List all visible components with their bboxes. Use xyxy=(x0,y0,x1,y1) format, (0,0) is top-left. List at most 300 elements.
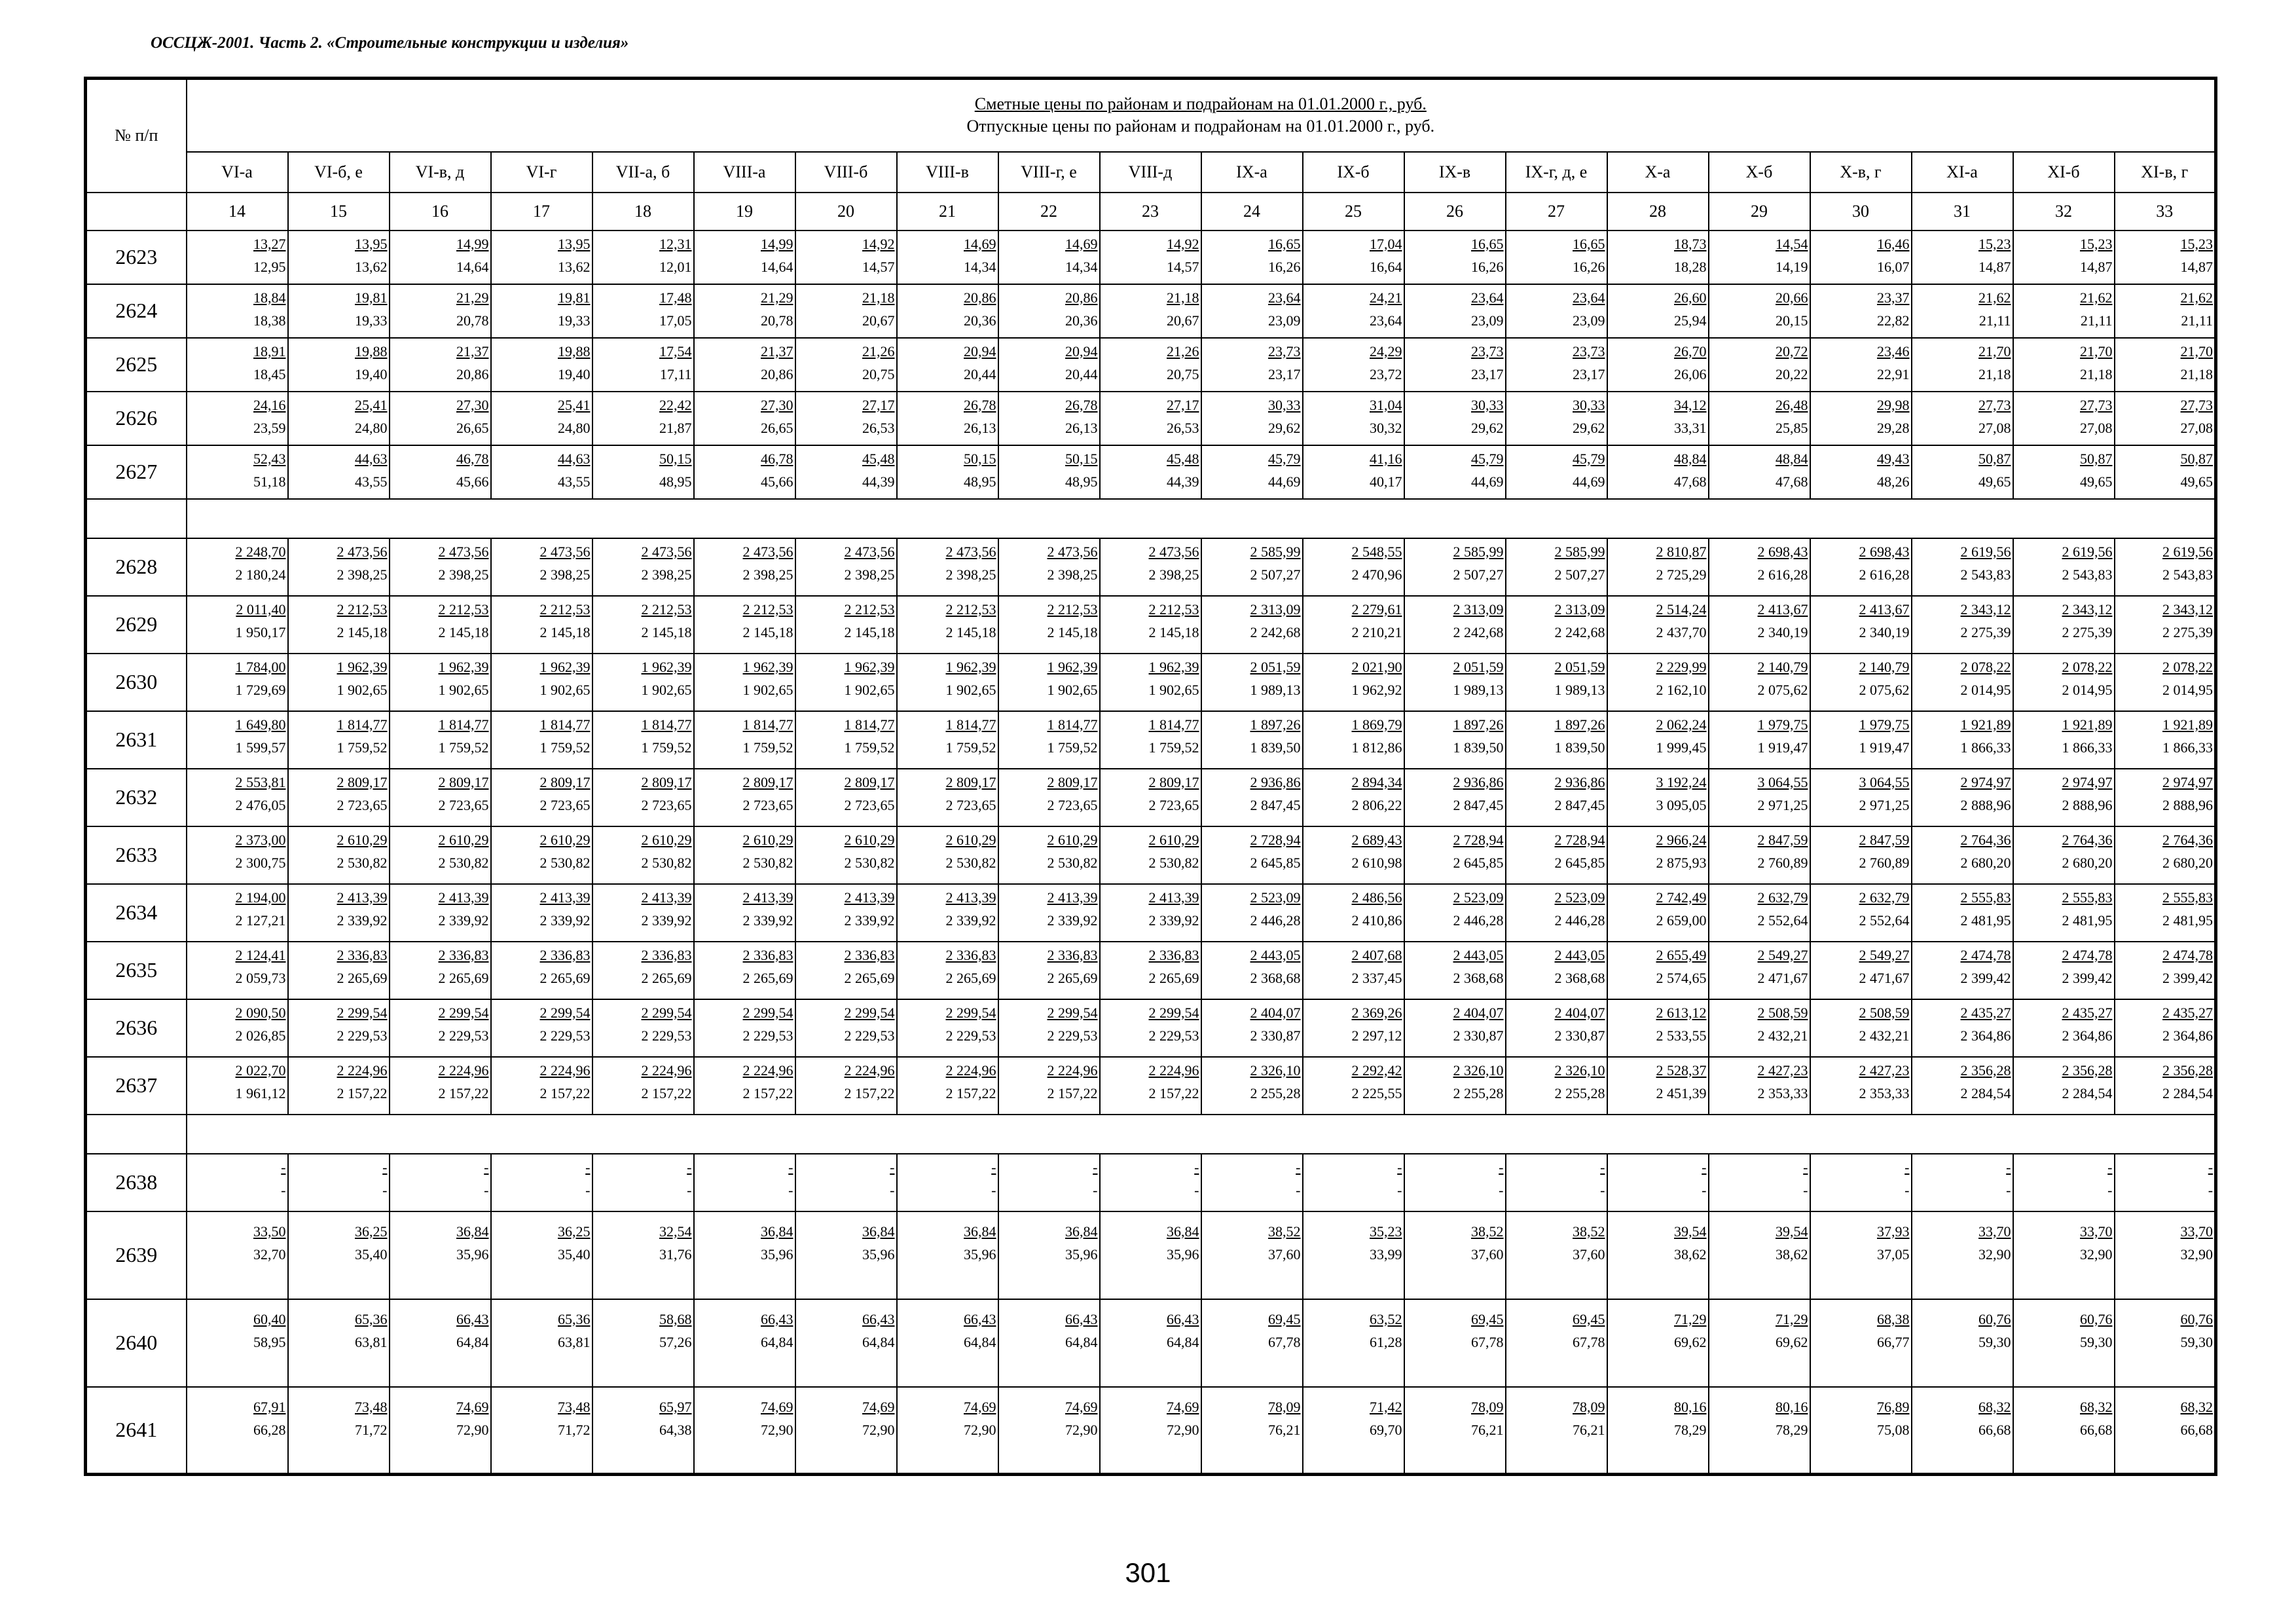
price-cell xyxy=(1303,538,1404,596)
estimated-price: 1 784,00 xyxy=(235,658,286,675)
estimated-price: 27,30 xyxy=(456,396,489,413)
zone-header: VIII-а xyxy=(694,152,795,193)
price-cell xyxy=(491,884,592,942)
estimated-price: 69,45 xyxy=(1471,1310,1504,1327)
estimated-price: 21,70 xyxy=(2080,342,2113,360)
release-price: 2 157,22 xyxy=(438,1084,489,1101)
release-price: 2 847,45 xyxy=(1453,796,1504,813)
estimated-price: 46,78 xyxy=(761,450,793,467)
estimated-price: 26,60 xyxy=(1674,289,1707,306)
estimated-price: 2 610,29 xyxy=(1148,831,1199,848)
price-cell xyxy=(491,711,592,769)
release-price: 35,96 xyxy=(761,1246,793,1263)
estimated-price: 23,73 xyxy=(1268,342,1301,360)
zone-header: X-б xyxy=(1709,152,1810,193)
price-cell xyxy=(1912,654,2013,711)
release-price: 2 255,28 xyxy=(1453,1084,1504,1101)
estimated-price: 2 078,22 xyxy=(2062,658,2113,675)
price-cell xyxy=(1303,596,1404,654)
estimated-price: 2 473,56 xyxy=(1148,543,1199,560)
estimated-price: 68,32 xyxy=(2080,1398,2113,1415)
price-cell xyxy=(187,445,288,499)
release-price: 19,33 xyxy=(355,312,388,329)
price-cell xyxy=(2013,942,2115,999)
release-price: 2 364,86 xyxy=(2062,1027,2113,1044)
price-cell xyxy=(2013,769,2115,826)
estimated-price: 33,70 xyxy=(1978,1223,2011,1240)
price-cell xyxy=(2115,1387,2216,1475)
price-cell xyxy=(491,1154,592,1211)
estimated-price: 2 413,67 xyxy=(1859,600,1910,618)
price-cell xyxy=(1100,1299,1201,1387)
release-price: 23,09 xyxy=(1471,312,1504,329)
estimated-price: 78,09 xyxy=(1573,1398,1605,1415)
estimated-price: 1 814,77 xyxy=(844,716,895,733)
release-price: 1 962,92 xyxy=(1351,681,1402,698)
release-price: 64,84 xyxy=(862,1333,895,1350)
release-price: 1 759,52 xyxy=(1047,739,1098,756)
estimated-price: 12,31 xyxy=(659,235,692,252)
release-price: 18,45 xyxy=(253,365,286,382)
price-cell xyxy=(1303,769,1404,826)
release-price: 2 014,95 xyxy=(2062,681,2113,698)
release-price: 2 451,39 xyxy=(1656,1084,1707,1101)
release-price: 26,65 xyxy=(456,419,489,436)
release-price: 1 866,33 xyxy=(2162,739,2214,756)
price-cell xyxy=(1201,338,1303,392)
price-cell xyxy=(2115,538,2216,596)
zone-header: IX-а xyxy=(1201,152,1303,193)
release-price: 2 265,69 xyxy=(539,969,591,986)
release-price: 2 145,18 xyxy=(641,623,692,640)
estimated-price: 2 413,39 xyxy=(539,889,591,906)
release-price: 1 759,52 xyxy=(1148,739,1199,756)
price-cell xyxy=(2013,711,2115,769)
estimated-price: 35,23 xyxy=(1370,1223,1402,1240)
release-price: 2 353,33 xyxy=(1757,1084,1808,1101)
estimated-price: 21,62 xyxy=(1978,289,2011,306)
price-table xyxy=(84,77,2217,1476)
price-cell xyxy=(897,284,998,338)
gap-cell xyxy=(86,499,187,538)
estimated-price: 2 336,83 xyxy=(641,946,692,963)
release-price: 72,90 xyxy=(1065,1421,1098,1438)
estimated-price: 1 649,80 xyxy=(235,716,286,733)
estimated-price: 2 224,96 xyxy=(438,1061,489,1079)
estimated-price: 2 698,43 xyxy=(1757,543,1808,560)
price-cell xyxy=(1810,769,1912,826)
price-cell xyxy=(1709,1299,1810,1387)
table-title xyxy=(187,79,2216,152)
release-price: 2 339,92 xyxy=(844,912,895,929)
price-cell xyxy=(1506,338,1607,392)
release-price: 1 759,52 xyxy=(742,739,793,756)
release-price: 2 157,22 xyxy=(1148,1084,1199,1101)
estimated-price: 2 279,61 xyxy=(1351,600,1402,618)
price-cell xyxy=(1810,1299,1912,1387)
price-cell xyxy=(1404,392,1506,445)
release-price: 2 680,20 xyxy=(2062,854,2113,871)
release-price: 2 145,18 xyxy=(1047,623,1098,640)
estimated-price: 21,18 xyxy=(1167,289,1199,306)
zone-header: VII-а, б xyxy=(592,152,694,193)
release-price: 64,84 xyxy=(1065,1333,1098,1350)
price-cell xyxy=(1810,596,1912,654)
column-number: 23 xyxy=(1100,193,1201,231)
release-price: 66,68 xyxy=(2080,1421,2113,1438)
price-cell xyxy=(694,942,795,999)
release-price: 2 507,27 xyxy=(1453,566,1504,583)
estimated-price: 2 809,17 xyxy=(844,773,895,790)
release-price: - xyxy=(1803,1181,1808,1198)
price-cell xyxy=(1404,769,1506,826)
price-cell xyxy=(2115,392,2216,445)
price-cell xyxy=(491,392,592,445)
price-cell xyxy=(1404,942,1506,999)
price-cell xyxy=(2013,1211,2115,1299)
release-price: 2 364,86 xyxy=(2162,1027,2214,1044)
estimated-price: 66,43 xyxy=(1065,1310,1098,1327)
estimated-price: - xyxy=(1093,1158,1098,1175)
release-price: 26,13 xyxy=(1065,419,1098,436)
table-body xyxy=(86,231,2216,1475)
release-price: 27,08 xyxy=(2180,419,2214,436)
price-cell xyxy=(2115,711,2216,769)
estimated-price: 1 814,77 xyxy=(438,716,489,733)
price-cell xyxy=(187,338,288,392)
price-cell xyxy=(1709,284,1810,338)
price-cell xyxy=(1100,942,1201,999)
estimated-price: 22,42 xyxy=(659,396,692,413)
estimated-price: 45,48 xyxy=(1167,450,1199,467)
estimated-price: 2 343,12 xyxy=(1960,600,2011,618)
price-cell xyxy=(694,1299,795,1387)
estimated-price: 1 897,26 xyxy=(1453,716,1504,733)
zone-header-row xyxy=(86,152,2216,193)
estimated-price: 2 549,27 xyxy=(1859,946,1910,963)
release-price: 2 398,25 xyxy=(1047,566,1098,583)
release-price: 48,95 xyxy=(964,473,996,490)
estimated-price: 18,84 xyxy=(253,289,286,306)
estimated-price: 2 224,96 xyxy=(945,1061,996,1079)
release-price: 35,96 xyxy=(1065,1246,1098,1263)
price-cell xyxy=(795,1387,897,1475)
release-price: 2 145,18 xyxy=(1148,623,1199,640)
row-number: 2627 xyxy=(86,445,187,499)
estimated-price: 3 064,55 xyxy=(1757,773,1808,790)
price-cell xyxy=(1810,231,1912,284)
price-cell xyxy=(1506,826,1607,884)
estimated-price: 50,15 xyxy=(964,450,996,467)
release-price: 30,32 xyxy=(1370,419,1402,436)
estimated-price: 16,65 xyxy=(1268,235,1301,252)
estimated-price: 36,25 xyxy=(355,1223,388,1240)
estimated-price: 68,32 xyxy=(1978,1398,2011,1415)
price-cell xyxy=(592,338,694,392)
release-price: 2 145,18 xyxy=(945,623,996,640)
estimated-price: 30,33 xyxy=(1471,396,1504,413)
price-cell xyxy=(897,392,998,445)
estimated-price: 2 229,99 xyxy=(1656,658,1707,675)
price-cell xyxy=(1912,769,2013,826)
price-cell xyxy=(592,231,694,284)
price-cell xyxy=(1607,711,1709,769)
estimated-price: 2 224,96 xyxy=(1047,1061,1098,1079)
estimated-price: 36,84 xyxy=(456,1223,489,1240)
price-cell xyxy=(998,284,1100,338)
release-price: 47,68 xyxy=(1674,473,1707,490)
estimated-price: 19,88 xyxy=(558,342,591,360)
estimated-price: 37,93 xyxy=(1877,1223,1910,1240)
estimated-price: 2 140,79 xyxy=(1859,658,1910,675)
table-row xyxy=(86,284,2216,338)
price-cell xyxy=(1201,445,1303,499)
release-price: 2 265,69 xyxy=(945,969,996,986)
estimated-price: 24,21 xyxy=(1370,289,1402,306)
price-cell xyxy=(1506,654,1607,711)
price-cell xyxy=(1303,1154,1404,1211)
price-cell xyxy=(1506,445,1607,499)
price-cell xyxy=(1709,538,1810,596)
price-cell xyxy=(1607,538,1709,596)
release-price: 1 902,65 xyxy=(1047,681,1098,698)
price-cell xyxy=(2115,596,2216,654)
release-price: 2 530,82 xyxy=(844,854,895,871)
estimated-price: 2 413,39 xyxy=(641,889,692,906)
zone-header: IX-в xyxy=(1404,152,1506,193)
estimated-price: 2 212,53 xyxy=(438,600,489,618)
estimated-price: 2 022,70 xyxy=(235,1061,286,1079)
release-price: 2 339,92 xyxy=(337,912,388,929)
column-number: 30 xyxy=(1810,193,1912,231)
release-price: - xyxy=(1499,1181,1504,1198)
price-cell xyxy=(592,769,694,826)
release-price: 2 242,68 xyxy=(1554,623,1605,640)
price-cell xyxy=(592,445,694,499)
estimated-price: - xyxy=(1499,1158,1504,1175)
release-price: 72,90 xyxy=(964,1421,996,1438)
release-price: 2 725,29 xyxy=(1656,566,1707,583)
estimated-price: 39,54 xyxy=(1674,1223,1707,1240)
estimated-price: 2 764,36 xyxy=(1960,831,2011,848)
price-cell xyxy=(795,1299,897,1387)
estimated-price: 2 728,94 xyxy=(1250,831,1301,848)
release-price: 23,09 xyxy=(1573,312,1605,329)
price-cell xyxy=(390,1387,491,1475)
release-price: 72,90 xyxy=(862,1421,895,1438)
estimated-price: 58,68 xyxy=(659,1310,692,1327)
release-price: 32,90 xyxy=(2180,1246,2214,1263)
estimated-price: 2 212,53 xyxy=(1148,600,1199,618)
release-price: 2 340,19 xyxy=(1859,623,1910,640)
release-price: 2 530,82 xyxy=(337,854,388,871)
price-cell xyxy=(694,654,795,711)
estimated-price: 44,63 xyxy=(355,450,388,467)
release-price: 2 723,65 xyxy=(337,796,388,813)
estimated-price: - xyxy=(2107,1158,2113,1175)
estimated-price: 60,76 xyxy=(1978,1310,2011,1327)
price-cell xyxy=(1100,1211,1201,1299)
table-row xyxy=(86,999,2216,1057)
running-header: ОССЦЖ-2001. Часть 2. «Строительные конструкции и изделия» xyxy=(151,34,629,52)
price-cell xyxy=(2013,1057,2115,1115)
price-cell xyxy=(288,1057,390,1115)
price-cell xyxy=(1201,942,1303,999)
row-number: 2641 xyxy=(86,1387,187,1475)
price-cell xyxy=(2115,826,2216,884)
estimated-price: - xyxy=(281,1158,286,1175)
price-cell xyxy=(998,538,1100,596)
release-price: 16,26 xyxy=(1471,258,1504,275)
row-number: 2636 xyxy=(86,999,187,1057)
estimated-price: 21,70 xyxy=(1978,342,2011,360)
table-row xyxy=(86,392,2216,445)
price-cell xyxy=(1607,999,1709,1057)
price-cell xyxy=(694,1387,795,1475)
estimated-price: 1 962,39 xyxy=(1047,658,1098,675)
price-cell xyxy=(491,338,592,392)
estimated-price: 2 343,12 xyxy=(2062,600,2113,618)
estimated-price: - xyxy=(1397,1158,1402,1175)
estimated-price: 2 613,12 xyxy=(1656,1004,1707,1021)
price-cell xyxy=(592,942,694,999)
release-price: 1 950,17 xyxy=(235,623,286,640)
price-cell xyxy=(897,999,998,1057)
release-price: 2 446,28 xyxy=(1250,912,1301,929)
release-price: 1 989,13 xyxy=(1453,681,1504,698)
estimated-price: 1 814,77 xyxy=(539,716,591,733)
release-price: 76,21 xyxy=(1573,1421,1605,1438)
release-price: 2 127,21 xyxy=(235,912,286,929)
price-cell xyxy=(1506,1211,1607,1299)
price-cell xyxy=(2013,538,2115,596)
release-price: 14,57 xyxy=(1167,258,1199,275)
price-cell xyxy=(2115,338,2216,392)
price-cell xyxy=(1607,1387,1709,1475)
release-price: 76,21 xyxy=(1471,1421,1504,1438)
estimated-price: 2 313,09 xyxy=(1554,600,1605,618)
price-cell xyxy=(1709,826,1810,884)
release-price: 44,39 xyxy=(862,473,895,490)
release-price: 2 723,65 xyxy=(539,796,591,813)
estimated-price: 14,99 xyxy=(456,235,489,252)
release-price: 43,55 xyxy=(558,473,591,490)
estimated-price: 2 292,42 xyxy=(1351,1061,1402,1079)
estimated-price: 20,66 xyxy=(1776,289,1808,306)
estimated-price: 44,63 xyxy=(558,450,591,467)
estimated-price: 2 474,78 xyxy=(2162,946,2214,963)
estimated-price: - xyxy=(585,1158,591,1175)
price-cell xyxy=(1201,538,1303,596)
estimated-price: 21,37 xyxy=(761,342,793,360)
release-price: 2 616,28 xyxy=(1757,566,1808,583)
estimated-price: 18,73 xyxy=(1674,235,1707,252)
release-price: 67,78 xyxy=(1573,1333,1605,1350)
release-price: 2 723,65 xyxy=(1148,796,1199,813)
price-cell xyxy=(187,1299,288,1387)
price-cell xyxy=(1201,826,1303,884)
release-price: 2 229,53 xyxy=(539,1027,591,1044)
price-cell xyxy=(694,538,795,596)
estimated-price: 2 212,53 xyxy=(641,600,692,618)
price-cell xyxy=(288,999,390,1057)
price-cell xyxy=(694,596,795,654)
release-price: 59,30 xyxy=(2180,1333,2214,1350)
price-cell xyxy=(1100,711,1201,769)
estimated-prices-title: Сметные цены по районам и подрайонам на 01.01.2000 г., руб. xyxy=(974,94,1427,114)
estimated-price: 2 356,28 xyxy=(1960,1061,2011,1079)
price-cell xyxy=(1607,942,1709,999)
estimated-price: 74,69 xyxy=(862,1398,895,1415)
estimated-price: 2 742,49 xyxy=(1656,889,1707,906)
price-cell xyxy=(795,1154,897,1211)
price-cell xyxy=(897,654,998,711)
release-price: 58,95 xyxy=(253,1333,286,1350)
column-number: 28 xyxy=(1607,193,1709,231)
estimated-price: 2 336,83 xyxy=(539,946,591,963)
estimated-price: 25,41 xyxy=(355,396,388,413)
column-number: 20 xyxy=(795,193,897,231)
price-cell xyxy=(2115,1057,2216,1115)
release-price: - xyxy=(1702,1181,1707,1198)
release-price: 25,94 xyxy=(1674,312,1707,329)
release-price: 2 339,92 xyxy=(1047,912,1098,929)
price-cell xyxy=(2115,999,2216,1057)
zone-header: VI-в, д xyxy=(390,152,491,193)
zone-header: VIII-в xyxy=(897,152,998,193)
price-cell xyxy=(998,392,1100,445)
estimated-price: 23,37 xyxy=(1877,289,1910,306)
release-price: 23,72 xyxy=(1370,365,1402,382)
price-cell xyxy=(1607,654,1709,711)
estimated-price: 80,16 xyxy=(1776,1398,1808,1415)
price-cell xyxy=(491,654,592,711)
release-price: 2 530,82 xyxy=(539,854,591,871)
price-cell xyxy=(998,769,1100,826)
release-price: 19,33 xyxy=(558,312,591,329)
zone-header: X-а xyxy=(1607,152,1709,193)
price-cell xyxy=(390,884,491,942)
price-cell xyxy=(897,826,998,884)
release-price: 2 265,69 xyxy=(337,969,388,986)
price-cell xyxy=(1810,1057,1912,1115)
release-price: 2 229,53 xyxy=(742,1027,793,1044)
estimated-price: 2 051,59 xyxy=(1453,658,1504,675)
estimated-price: 2 548,55 xyxy=(1351,543,1402,560)
estimated-price: 14,92 xyxy=(1167,235,1199,252)
price-cell xyxy=(998,826,1100,884)
price-cell xyxy=(1100,596,1201,654)
release-price: 2 255,28 xyxy=(1554,1084,1605,1101)
price-cell xyxy=(897,884,998,942)
price-cell xyxy=(592,596,694,654)
release-price: 72,90 xyxy=(761,1421,793,1438)
estimated-price: 36,84 xyxy=(761,1223,793,1240)
estimated-price: 2 299,54 xyxy=(1047,1004,1098,1021)
release-price: 1 729,69 xyxy=(235,681,286,698)
release-price: 2 157,22 xyxy=(539,1084,591,1101)
price-cell xyxy=(1912,1211,2013,1299)
release-price: 64,84 xyxy=(1167,1333,1199,1350)
estimated-price: 2 299,54 xyxy=(742,1004,793,1021)
price-cell xyxy=(897,445,998,499)
estimated-price: 2 021,90 xyxy=(1351,658,1402,675)
zone-header: VI-б, е xyxy=(288,152,390,193)
price-cell xyxy=(1912,392,2013,445)
estimated-price: 2 610,29 xyxy=(337,831,388,848)
estimated-price: 27,17 xyxy=(862,396,895,413)
price-cell xyxy=(1100,999,1201,1057)
